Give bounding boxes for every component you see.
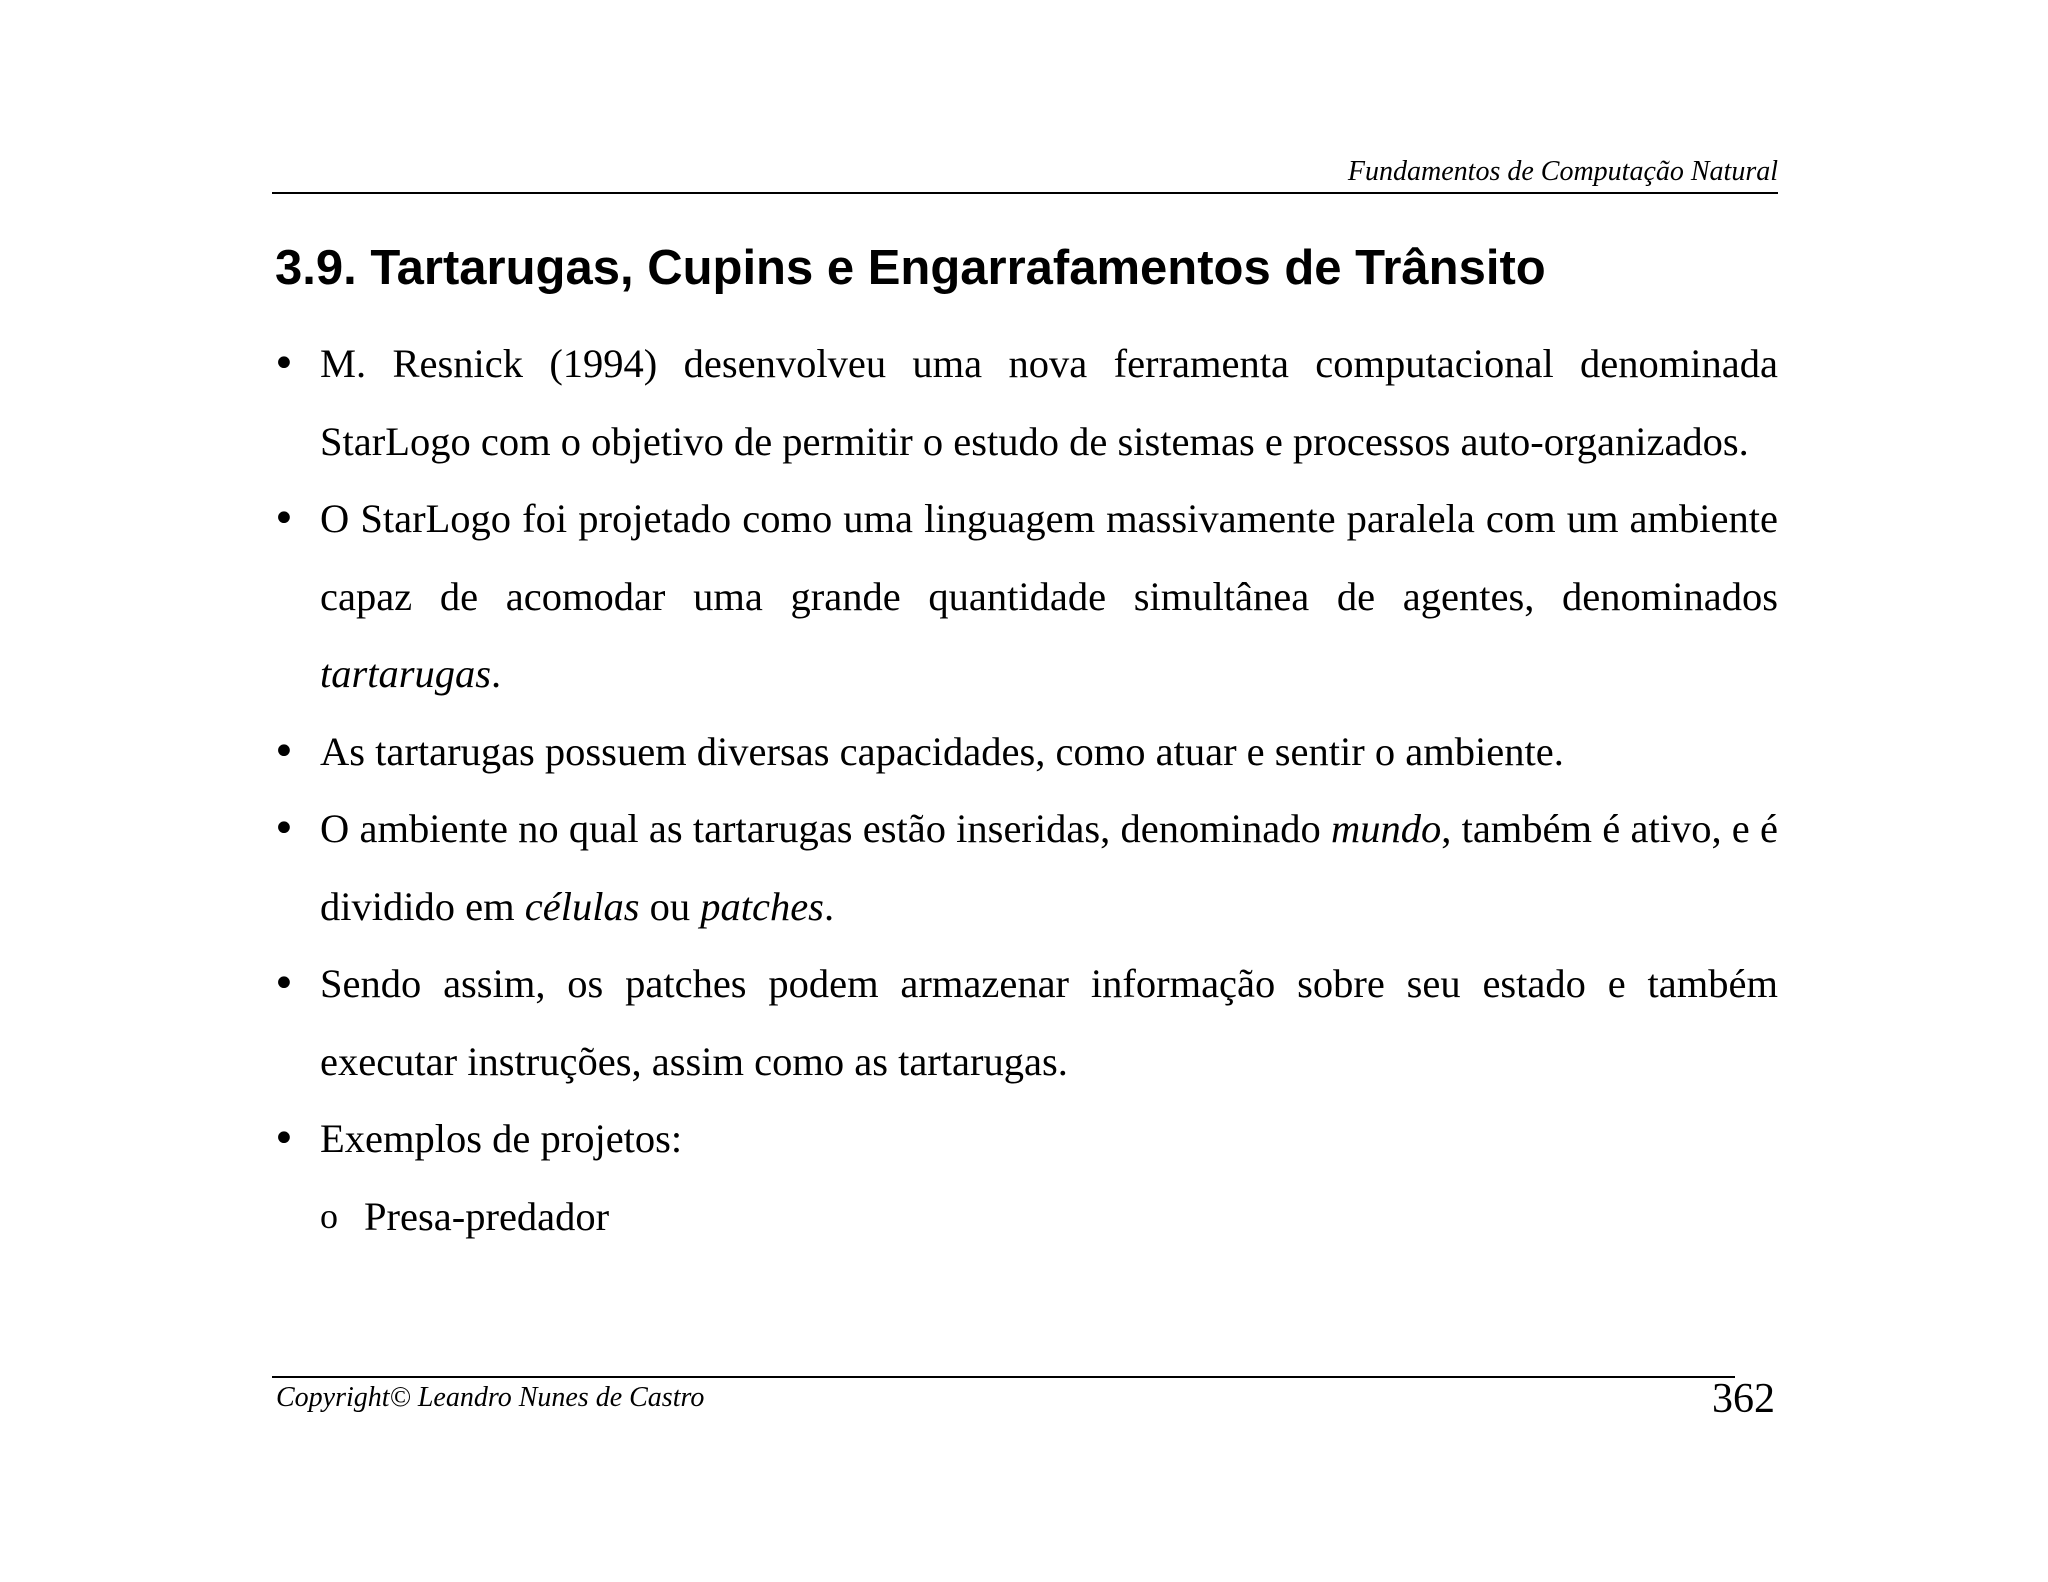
emphasis-mundo: mundo	[1330, 806, 1442, 851]
emphasis-tartarugas: tartarugas	[320, 651, 492, 696]
bullet-item-3	[272, 713, 1778, 791]
bullet-text-end: .	[491, 651, 502, 696]
bullet-text-middle: , também é ativo, e é dividido em	[320, 806, 1778, 929]
bullet-text: Exemplos de projetos:	[320, 1116, 683, 1161]
page-number: 362	[1712, 1376, 1775, 1422]
emphasis-celulas: células	[524, 883, 640, 929]
emphasis-patches: patches	[700, 883, 824, 929]
bullet-text-or: ou	[639, 883, 701, 929]
copyright-notice: Copyright© Leandro Nunes de Castro	[276, 1382, 705, 1413]
bullet-icon: •	[272, 1114, 296, 1162]
running-header: Fundamentos de Computação Natural	[1347, 156, 1778, 187]
bullet-item-4	[272, 790, 1778, 945]
bullet-item-1	[272, 325, 1778, 480]
bullet-text-end: .	[823, 883, 835, 929]
bullet-item-5	[272, 945, 1778, 1100]
bullet-icon: •	[272, 339, 296, 387]
bullet-icon: •	[272, 494, 296, 542]
sub-item-text: Presa-predador	[364, 1193, 610, 1239]
bullet-list	[272, 325, 1778, 1255]
section-title: 3.9. Tartarugas, Cupins e Engarrafamentos de Trânsito	[275, 241, 1546, 295]
bullet-icon: •	[272, 726, 296, 775]
sub-list-item	[272, 1178, 1778, 1256]
bullet-text: Sendo assim, os patches podem armazenar informação sobre seu estado e também executar instruções, assim como as tartarugas.	[320, 961, 1778, 1084]
bullet-icon: •	[272, 804, 296, 852]
bullet-text: O ambiente no qual as tartarugas estão inseridas, denominado	[320, 806, 1331, 851]
bullet-text: O StarLogo foi projetado como uma linguagem massivamente paralela com um ambiente capaz de acomodar uma grande quantidade simultânea de agentes, denominados	[320, 496, 1778, 619]
bullet-item-2	[272, 480, 1778, 713]
bullet-text: As tartarugas possuem diversas capacidades, como atuar e sentir o ambiente.	[320, 728, 1564, 774]
footer-rule	[272, 1376, 1735, 1378]
circle-bullet-icon: o	[320, 1195, 338, 1236]
header-rule	[272, 192, 1778, 194]
bullet-icon: •	[272, 959, 296, 1007]
bullet-text: M. Resnick (1994) desenvolveu uma nova ferramenta computacional denominada StarLogo com o objetivo de permitir o estudo de sistemas e processos auto-organizados.	[320, 341, 1778, 464]
bullet-item-6	[272, 1100, 1778, 1178]
